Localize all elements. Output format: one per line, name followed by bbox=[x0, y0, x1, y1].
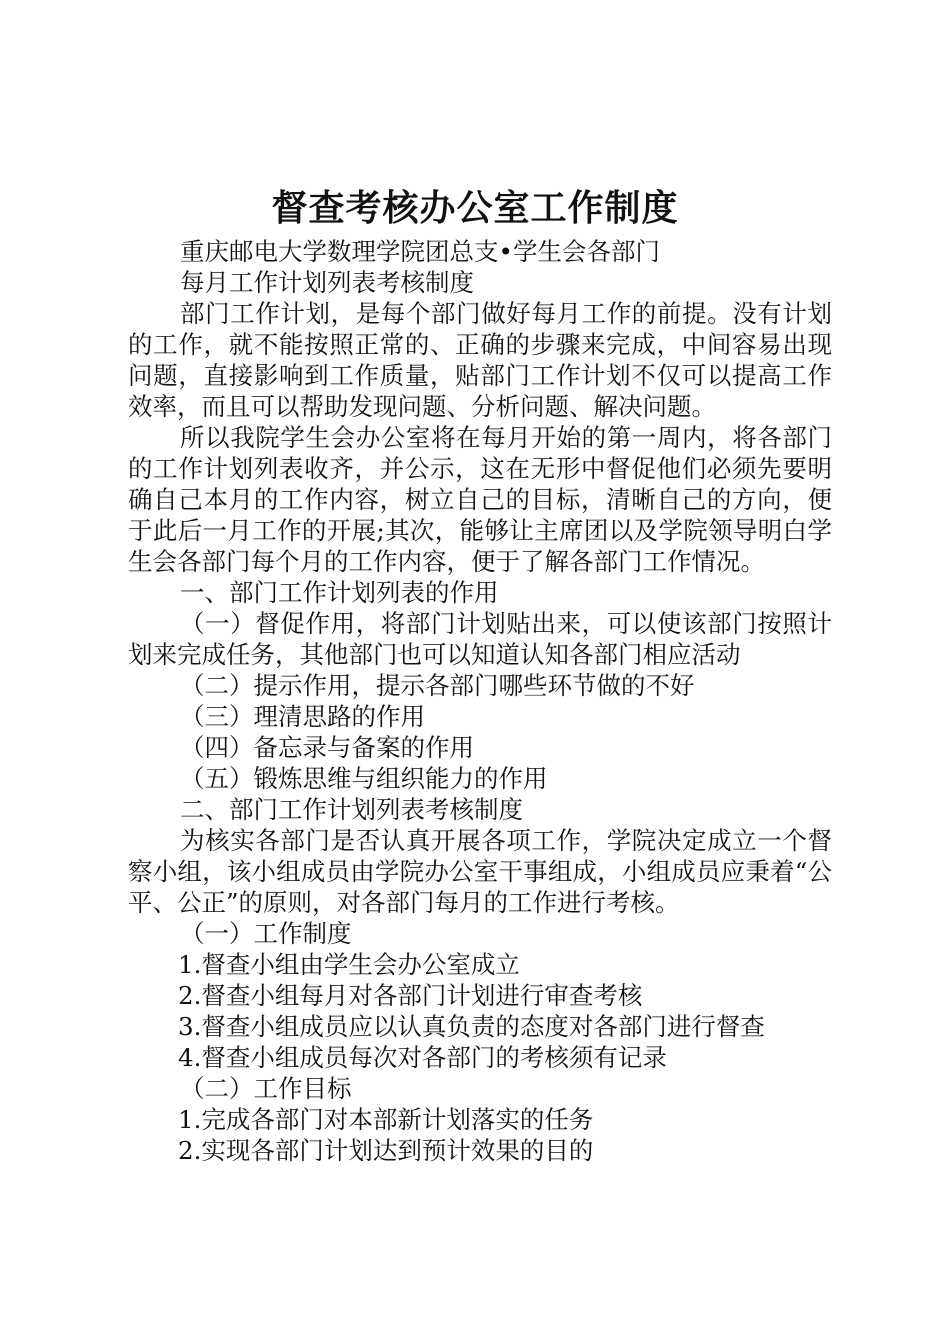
paragraph: 重庆邮电大学数理学院团总支•学生会各部门 bbox=[180, 237, 660, 266]
list-item: 2.督查小组每月对各部门计划进行审查考核 bbox=[178, 981, 643, 1010]
list-item: （二）工作目标 bbox=[180, 1074, 352, 1103]
document-title: 督查考核办公室工作制度 bbox=[271, 187, 679, 229]
paragraph: 为核实各部门是否认真开展各项工作，学院决定成立一个督察小组，该小组成员由学院办公室干事组成，小组成员应秉着“公平、公正”的原则，对各部门每月的工作进行考核。 bbox=[128, 826, 832, 917]
list-item: 1.督查小组由学生会办公室成立 bbox=[178, 950, 520, 979]
paragraph: 一、部门工作计划列表的作用 bbox=[180, 578, 499, 607]
list-item: 1.完成各部门对本部新计划落实的任务 bbox=[178, 1105, 594, 1134]
list-item: 3.督查小组成员应以认真负责的态度对各部门进行督查 bbox=[178, 1012, 765, 1041]
list-item: （二）提示作用，提示各部门哪些环节做的不好 bbox=[180, 671, 695, 700]
list-item: 2.实现各部门计划达到预计效果的目的 bbox=[178, 1136, 594, 1165]
paragraph: 二、部门工作计划列表考核制度 bbox=[180, 795, 523, 824]
document-body bbox=[128, 236, 832, 1166]
list-item: （一）工作制度 bbox=[180, 919, 352, 948]
paragraph: 部门工作计划，是每个部门做好每月工作的前提。没有计划的工作，就不能按照正常的、正确的步骤来完成，中间容易出现问题，直接影响到工作质量，贴部门工作计划不仅可以提高工作效率，而且可以帮助发现问题、分析问题、解决问题。 bbox=[128, 299, 832, 421]
paragraph: 每月工作计划列表考核制度 bbox=[180, 268, 474, 297]
list-item: 4.督查小组成员每次对各部门的考核须有记录 bbox=[178, 1043, 667, 1072]
list-item: （五）锻炼思维与组织能力的作用 bbox=[180, 764, 548, 793]
list-item: （四）备忘录与备案的作用 bbox=[180, 733, 474, 762]
paragraph: （一）督促作用，将部门计划贴出来，可以使该部门按照计划来完成任务，其他部门也可以知道认知各部门相应活动 bbox=[128, 609, 832, 669]
list-item: （三）理清思路的作用 bbox=[180, 702, 425, 731]
paragraph: 所以我院学生会办公室将在每月开始的第一周内，将各部门的工作计划列表收齐，并公示，这在无形中督促他们必须先要明确自己本月的工作内容，树立自己的目标，清晰自己的方向，便于此后一月工作的开展;其次，能够让主席团以及学院领导明白学生会各部门每个月的工作内容，便于了解各部门工作情况。 bbox=[128, 423, 832, 576]
